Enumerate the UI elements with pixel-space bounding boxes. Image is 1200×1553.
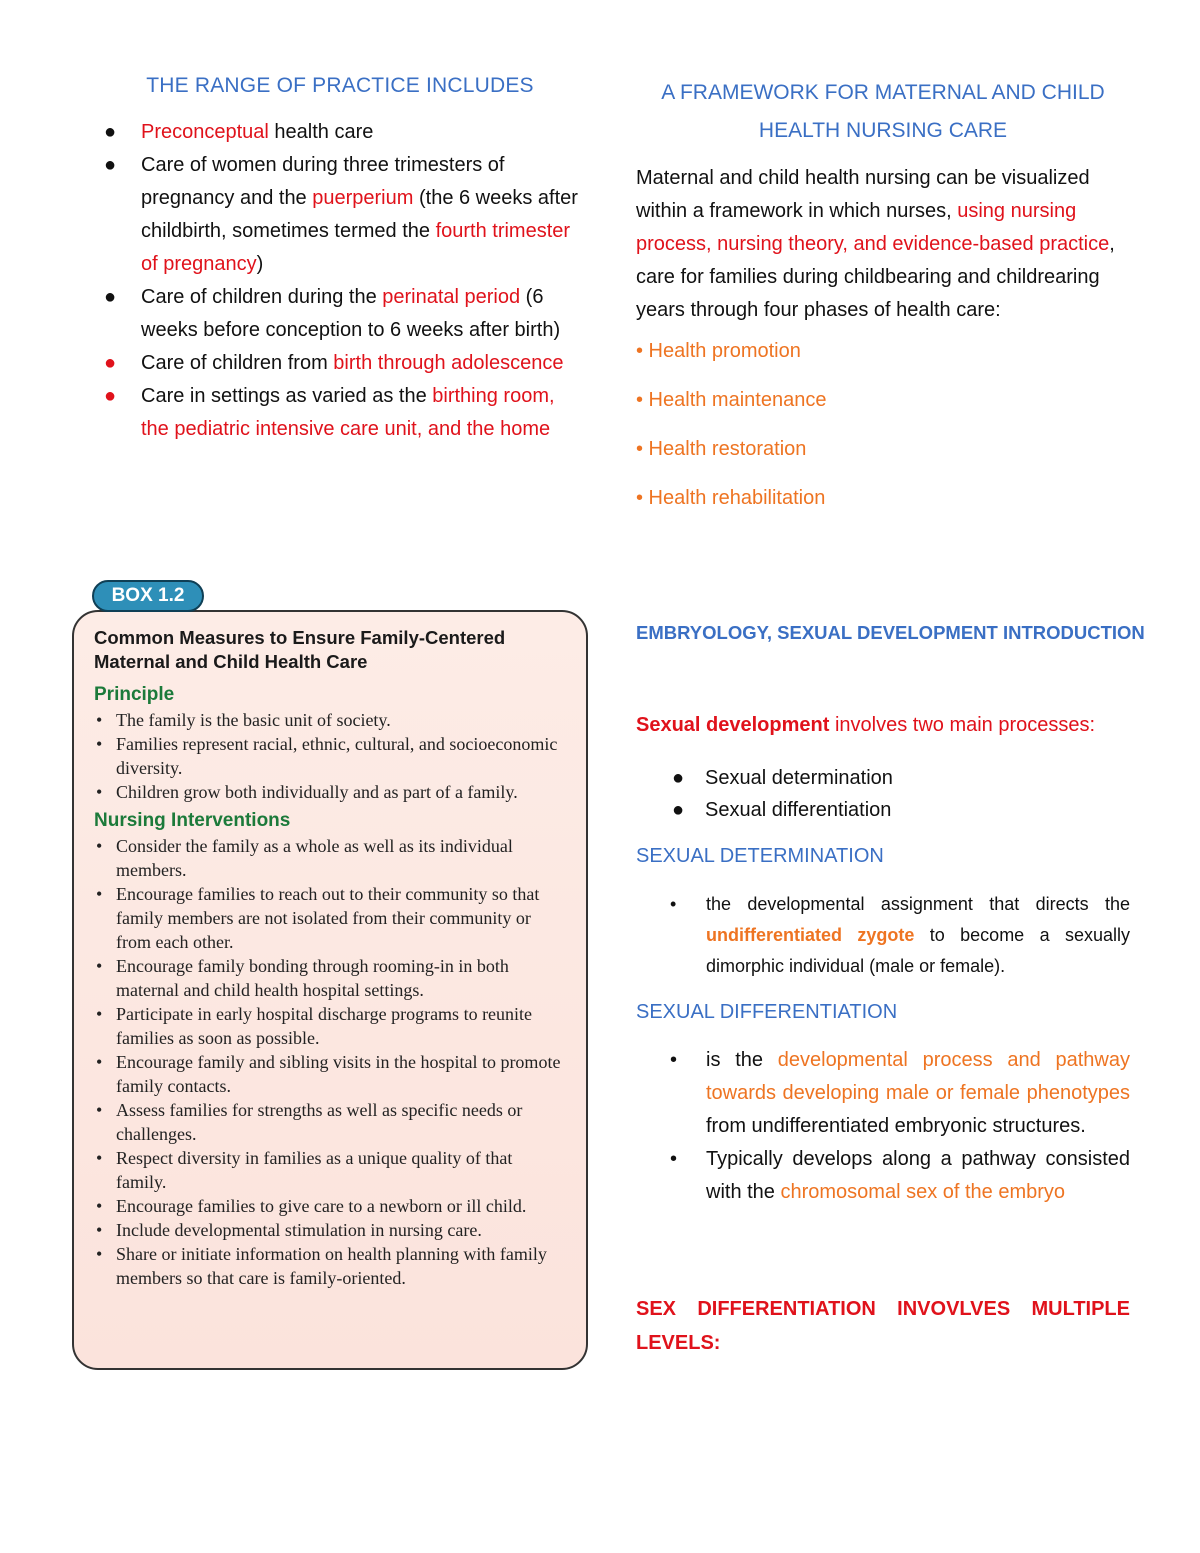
sexual-differentiation-heading: SEXUAL DIFFERENTIATION [636, 1001, 898, 1023]
bullet-icon: ● [104, 286, 117, 308]
list-item: ● Care in settings as varied as the birthing room, the pediatric intensive care unit, and the home [100, 380, 580, 446]
framework-section [636, 74, 1130, 535]
box-list-item: • Encourage families to give care to a newborn or ill child. [96, 1196, 527, 1216]
bullet-icon: • [96, 1004, 103, 1024]
box-list-item: • Include developmental stimulation in nursing care. [96, 1220, 482, 1240]
phase-item: • Health restoration [636, 438, 807, 460]
box-title: Common Measures to Ensure Family-Centered Maternal and Child Health Care [94, 627, 506, 672]
bullet-icon: • [96, 884, 103, 904]
bullet-icon: ● [104, 352, 117, 374]
phase-item: • Health maintenance [636, 389, 827, 411]
interventions-list [94, 834, 566, 1290]
box-list-item: • Families represent racial, ethnic, cultural, and socioeconomic diversity. [96, 734, 558, 778]
bullet-icon: • [670, 894, 677, 914]
list-item: ● Care of women during three trimesters of pregnancy and the puerperium (the 6 weeks after childbirth, sometimes termed the fourth trimester of pregnancy) [100, 149, 580, 281]
list-item: ● Sexual determination [636, 762, 893, 794]
range-section [100, 74, 580, 446]
box-list-item: • The family is the basic unit of society. [96, 710, 391, 730]
box-list-item: • Children grow both individually and as part of a family. [96, 782, 518, 802]
bullet-icon: • [96, 710, 103, 730]
list-item: • Typically develops along a pathway consisted with the chromosomal sex of the embryo [706, 1143, 1130, 1209]
bullet-icon: • [96, 956, 103, 976]
box-list-item: • Respect diversity in families as a unique quality of that family. [96, 1148, 513, 1192]
box-frame [72, 610, 588, 1370]
bullet-icon: • [670, 1148, 678, 1170]
bullet-icon: • [96, 836, 103, 856]
phase-list [636, 339, 1130, 510]
differentiation-paragraphs [670, 1044, 1130, 1209]
box-list-item: • Encourage family and sibling visits in the hospital to promote family contacts. [96, 1052, 561, 1096]
range-heading: THE RANGE OF PRACTICE INCLUDES [146, 74, 534, 97]
phase-item: • Health rehabilitation [636, 487, 826, 509]
principle-heading: Principle [94, 684, 175, 705]
determination-paragraph: • the developmental assignment that directs the undifferentiated zygote to become a sexually dimorphic individual (male or female). [706, 889, 1130, 982]
box-list-item: • Encourage families to reach out to their community so that family members are not isolated from their community or from each other. [96, 884, 540, 952]
box-list-item: • Encourage family bonding through rooming-in in both maternal and child health hospital settings. [96, 956, 509, 1000]
phase-item: • Health promotion [636, 340, 801, 362]
embryology-heading: EMBRYOLOGY, SEXUAL DEVELOPMENT INTRODUCTION [636, 622, 1145, 643]
process-list [636, 762, 893, 826]
box-list-item: • Assess families for strengths as well as specific needs or challenges. [96, 1100, 523, 1144]
list-item: ● Care of children during the perinatal period (6 weeks before conception to 6 weeks after birth) [100, 281, 580, 347]
box-list-item: • Share or initiate information on health planning with family members so that care is family-oriented. [96, 1244, 547, 1288]
list-item: ● Care of children from birth through adolescence [100, 347, 580, 380]
range-list [100, 116, 580, 446]
list-item: • is the developmental process and pathway towards developing male or female phenotypes from undifferentiated embryonic structures. [706, 1044, 1130, 1143]
bullet-icon: • [96, 734, 103, 754]
box-list-item: • Consider the family as a whole as well as its individual members. [96, 836, 513, 880]
bullet-icon: • [96, 1100, 103, 1120]
sexual-development-intro: Sexual development involves two main processes: [636, 714, 1096, 736]
principle-list [94, 708, 566, 804]
bullet-icon: • [96, 1220, 103, 1240]
box-list-item: • Participate in early hospital discharge programs to reunite families as soon as possible. [96, 1004, 533, 1048]
bullet-icon: • [96, 1196, 103, 1216]
interventions-heading: Nursing Interventions [94, 810, 291, 831]
list-item: ● Sexual differentiation [636, 794, 893, 826]
bullet-icon: ● [104, 385, 117, 407]
bullet-icon: ● [104, 121, 117, 143]
box-1-2 [72, 580, 594, 1376]
bullet-icon: • [96, 1148, 103, 1168]
bullet-icon: ● [672, 767, 685, 789]
bullet-icon: • [96, 1244, 103, 1264]
bullet-icon: ● [672, 799, 685, 821]
framework-paragraph: Maternal and child health nursing can be visualized within a framework in which nurses, using nursing process, nursing theory, and evidence-based practice, care for families during childbearing and childrearing years through four phases of health care: [636, 167, 1115, 321]
bullet-icon: • [670, 1049, 678, 1071]
list-item: ● Preconceptual health care [100, 116, 580, 149]
box-tab-label: BOX 1.2 [92, 580, 204, 612]
bullet-icon: ● [104, 154, 117, 176]
bullet-icon: • [96, 782, 103, 802]
sexual-determination-heading: SEXUAL DETERMINATION [636, 845, 884, 867]
multi-levels-heading: SEX DIFFERENTIATION INVOVLVES MULTIPLE LEVELS: [636, 1298, 1130, 1354]
bullet-icon: • [96, 1052, 103, 1072]
framework-heading: A FRAMEWORK FOR MATERNAL AND CHILD HEALTH NURSING CARE [661, 81, 1105, 142]
